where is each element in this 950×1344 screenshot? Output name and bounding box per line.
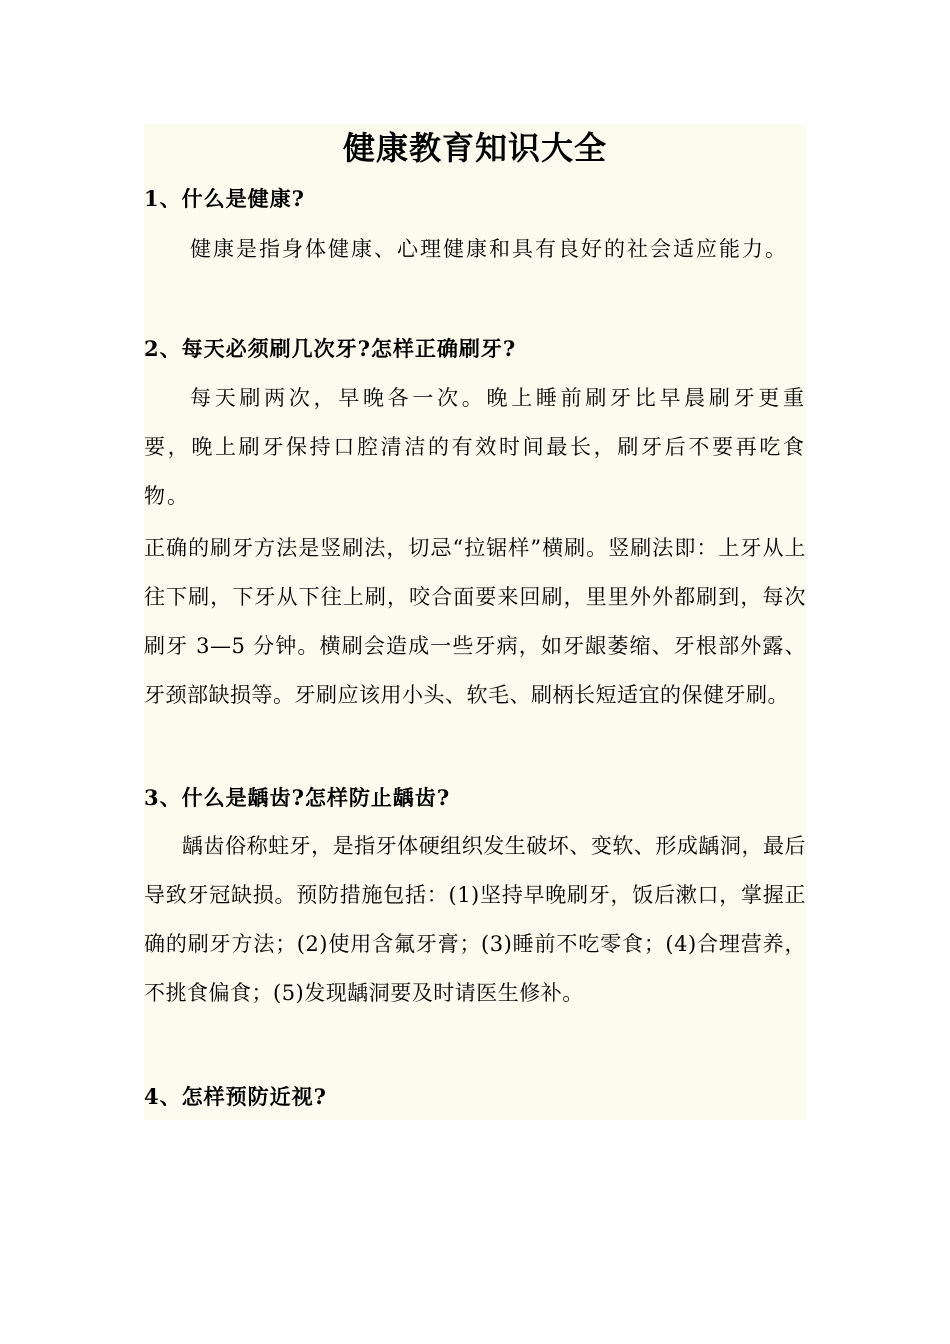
section-3-paragraph-1: 龋齿俗称蛀牙，是指牙体硬组织发生破坏、变软、形成龋洞，最后导致牙冠缺损。预防措施包括：(1)坚持早晚刷牙，饭后漱口，掌握正确的刷牙方法；(2)使用含氟牙膏；(3)睡前不吃零食；(4)合理营养，不挑食偏食；(5)发现龋洞要及时请医生修补。 [144, 834, 806, 1005]
document-title: 健康教育知识大全 [342, 129, 607, 167]
document-body [144, 0, 806, 1344]
section-2-paragraph-1: 每天刷两次，早晚各一次。晚上睡前刷牙比早晨刷牙更重要，晚上刷牙保持口腔清洁的有效时间最长，刷牙后不要再吃食物。 [144, 386, 806, 508]
section-4-heading: 4、怎样预防近视? [144, 1084, 327, 1109]
section-1-paragraph-1: 健康是指身体健康、心理健康和具有良好的社会适应能力。 [190, 237, 788, 261]
section-1-heading: 1、什么是健康? [144, 186, 305, 211]
section-2-heading: 2、每天必须刷几次牙?怎样正确刷牙? [144, 336, 517, 361]
section-2-paragraph-2: 正确的刷牙方法是竖刷法，切忌“拉锯样”横刷。竖刷法即：上牙从上往下刷，下牙从下往上刷，咬合面要来回刷，里里外外都刷到，每次刷牙 3—5 分钟。横刷会造成一些牙病，如牙龈萎缩、牙根部外露、牙颈部缺损等。牙刷应该用小头、软毛、刷柄长短适宜的保健牙刷。 [144, 536, 806, 707]
section-3-heading: 3、什么是龋齿?怎样防止龋齿? [144, 785, 451, 810]
